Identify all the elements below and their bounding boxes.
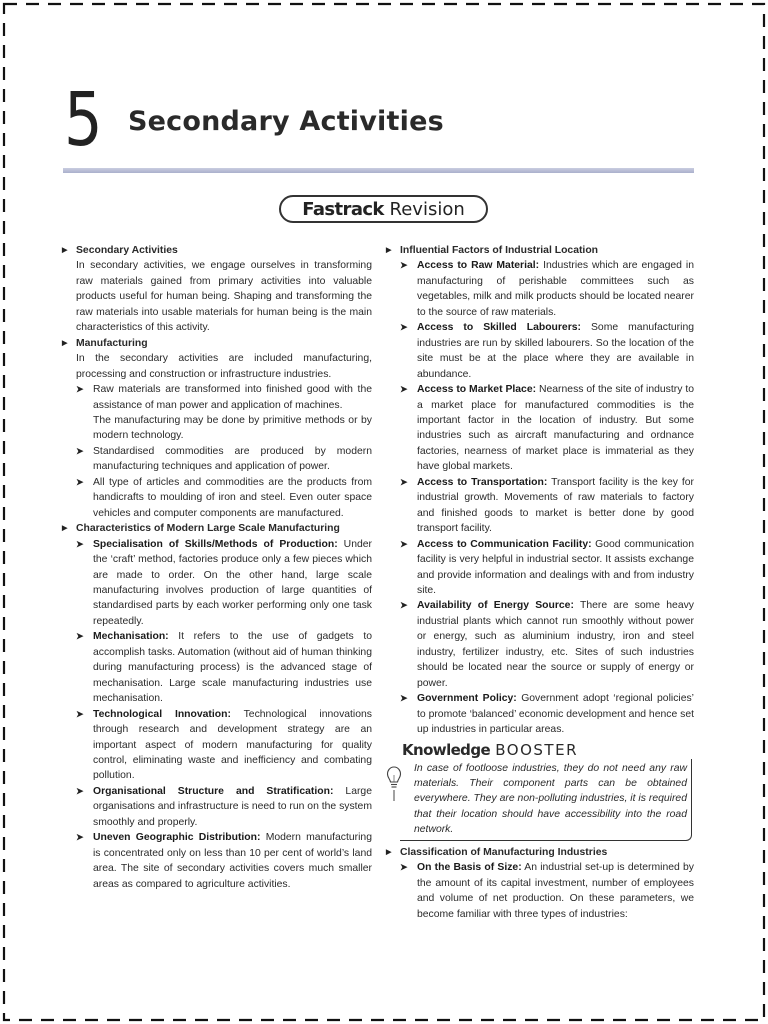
chapter-number: 5 [64,77,103,163]
kb-title-part1: Knowledge [402,740,491,759]
section-heading: ▶ Manufacturing [62,336,372,351]
section-heading: ▶ Characteristics of Modern Large Scale Manufacturing [62,521,372,536]
list-item-term: Access to Skilled Labourers: [417,322,581,334]
list-item-term: Access to Raw Material: [417,260,540,272]
paragraph: The manufacturing may be done by primitive methods or by modern technology. [93,414,372,442]
list-item [62,475,372,521]
list-item-term: Government Policy: [417,693,517,705]
list-item [62,707,372,784]
list-item [386,691,694,737]
list-item-text: Some manufacturing industries are run by skilled labourers. So the location of the site must be at the place where they are available in abundance. [417,322,694,380]
list-item-term: On the Basis of Size: [417,862,522,874]
list-item [386,320,694,382]
fastrack-revision-badge [279,195,488,223]
list-item-text: Government adopt ‘regional policies’ to promote ‘balanced’ economic development and hence set up industries in particular areas. [417,693,694,736]
list-item-text: Under the ‘craft’ method, factories produce only a few pieces which are made to order. On the other hand, large scale manufacturing involves production of large quantities of standardised parts by each worker performing only one task repeatedly. [93,538,372,627]
list-item-term: Access to Market Place: [417,384,537,396]
list-item-text: Standardised commodities are produced by modern manufacturing techniques and application of power. [93,445,372,473]
list-item-text: Good communication facility is very helpful in industrial sector. It assists exchange and provide information and dealings with and from industry site. [417,538,694,596]
list-item [62,784,372,830]
list-item-text: Raw materials are transformed into finished good with the assistance of man power and application of machines. [93,384,372,411]
list-item-term: Uneven Geographic Distribution: [93,832,261,844]
list-item-text: It refers to the use of gadgets to accomplish tasks. Automation (without aid of human thinking during manufacturing process) is the advanced stage of mechanisation. Large scale manufacturing industries use mechanisation. [93,631,372,705]
list-item-text: Transport facility is the key for industrial growth. Movements of raw materials to factory and finished goods to market is better done by good transport facility. [417,476,694,535]
list-item-term: Organisational Structure and Stratification: [93,785,334,797]
paragraph: In secondary activities, we engage ourselves in transforming raw materials gained from primary activities into valuable products useful for human being. Shaping and transforming the raw materials into usable materials for human being is the main characteristics of this activity. [76,260,372,334]
list-item [386,382,694,475]
knowledge-booster-box [386,741,694,841]
list-item [386,598,694,691]
list-item-text: There are some heavy industrial plants which cannot run smoothly without power or energy, such as aluminium industry, iron and steel industry, fertilizer industry, etc. Sites of such industries should be located near the source or supply of energy or power. [417,600,694,689]
knowledge-booster-text: In case of footloose industries, they do not need any raw materials. Their component parts can be obtained everywhere. They are non-polluting industries, it is required that their location should have accessibility into the road network. [400,759,692,841]
list-item [62,537,372,630]
list-item [386,537,694,599]
list-item [62,629,372,706]
list-item [62,382,372,413]
section-heading: ▶ Classification of Manufacturing Industries [386,845,694,860]
knowledge-booster-title [402,741,692,759]
list-item [386,475,694,537]
left-column [62,243,372,892]
list-item-term: Access to Communication Facility: [417,538,592,550]
list-item [62,444,372,475]
paragraph: In the secondary activities are included manufacturing, processing and construction or infrastructure industries. [76,353,372,380]
lightbulb-icon [386,763,402,803]
chapter-title: Secondary Activities [128,106,444,137]
badge-rest: Revision [383,199,465,220]
list-item-term: Mechanisation: [93,631,169,643]
badge-bold: Fastrack [302,199,384,220]
list-item-text: Modern manufacturing is concentrated only on less than 10 per cent of world’s land area. The site of secondary activities covers much smaller areas as compared to agriculture activities. [93,832,372,890]
section-heading: ▶ Influential Factors of Industrial Location [386,243,694,258]
list-item-text: Large organisations and infrastructure is need to run on the system smoothly and properly. [93,785,372,828]
list-item [386,258,694,320]
list-item-text: All type of articles and commodities are the products from handicrafts to moulding of iron and steel. Even outer space vehicles and computer components are manufactured. [93,476,372,519]
list-item-text: Industries which are engaged in manufacturing of perishable committees such as vegetables, milk and milk products should be located nearer to the source of raw materials. [417,260,694,318]
list-item-term: Technological Innovation: [93,708,231,720]
list-item-term: Availability of Energy Source: [417,600,574,612]
list-item [62,830,372,892]
list-item-text: An industrial set-up is determined by the amount of its capital investment, number of employees and volume of net production. On these parameters, we become familiar with three types of industries: [417,862,694,920]
section-heading: ▶ Secondary Activities [62,243,372,258]
title-rule [63,168,694,173]
list-item-text: Nearness of the site of industry to a market place for manufactured commodities is the important factor in the location of industry. But some industries such as aircraft manufacturing and ordnance factories, nearness of market place is immaterial as they have global markets. [417,384,694,473]
right-column [386,243,694,922]
list-item [386,860,694,922]
list-item-term: Access to Transportation: [417,476,548,488]
kb-title-part2: BOOSTER [495,740,578,759]
list-item-text: Technological innovations through research and development strategy are an important aspect of modern manufacturing for quality control, eliminating waste and inefficiency and combating pollution. [93,708,372,782]
list-item-term: Specialisation of Skills/Methods of Production: [93,538,338,550]
